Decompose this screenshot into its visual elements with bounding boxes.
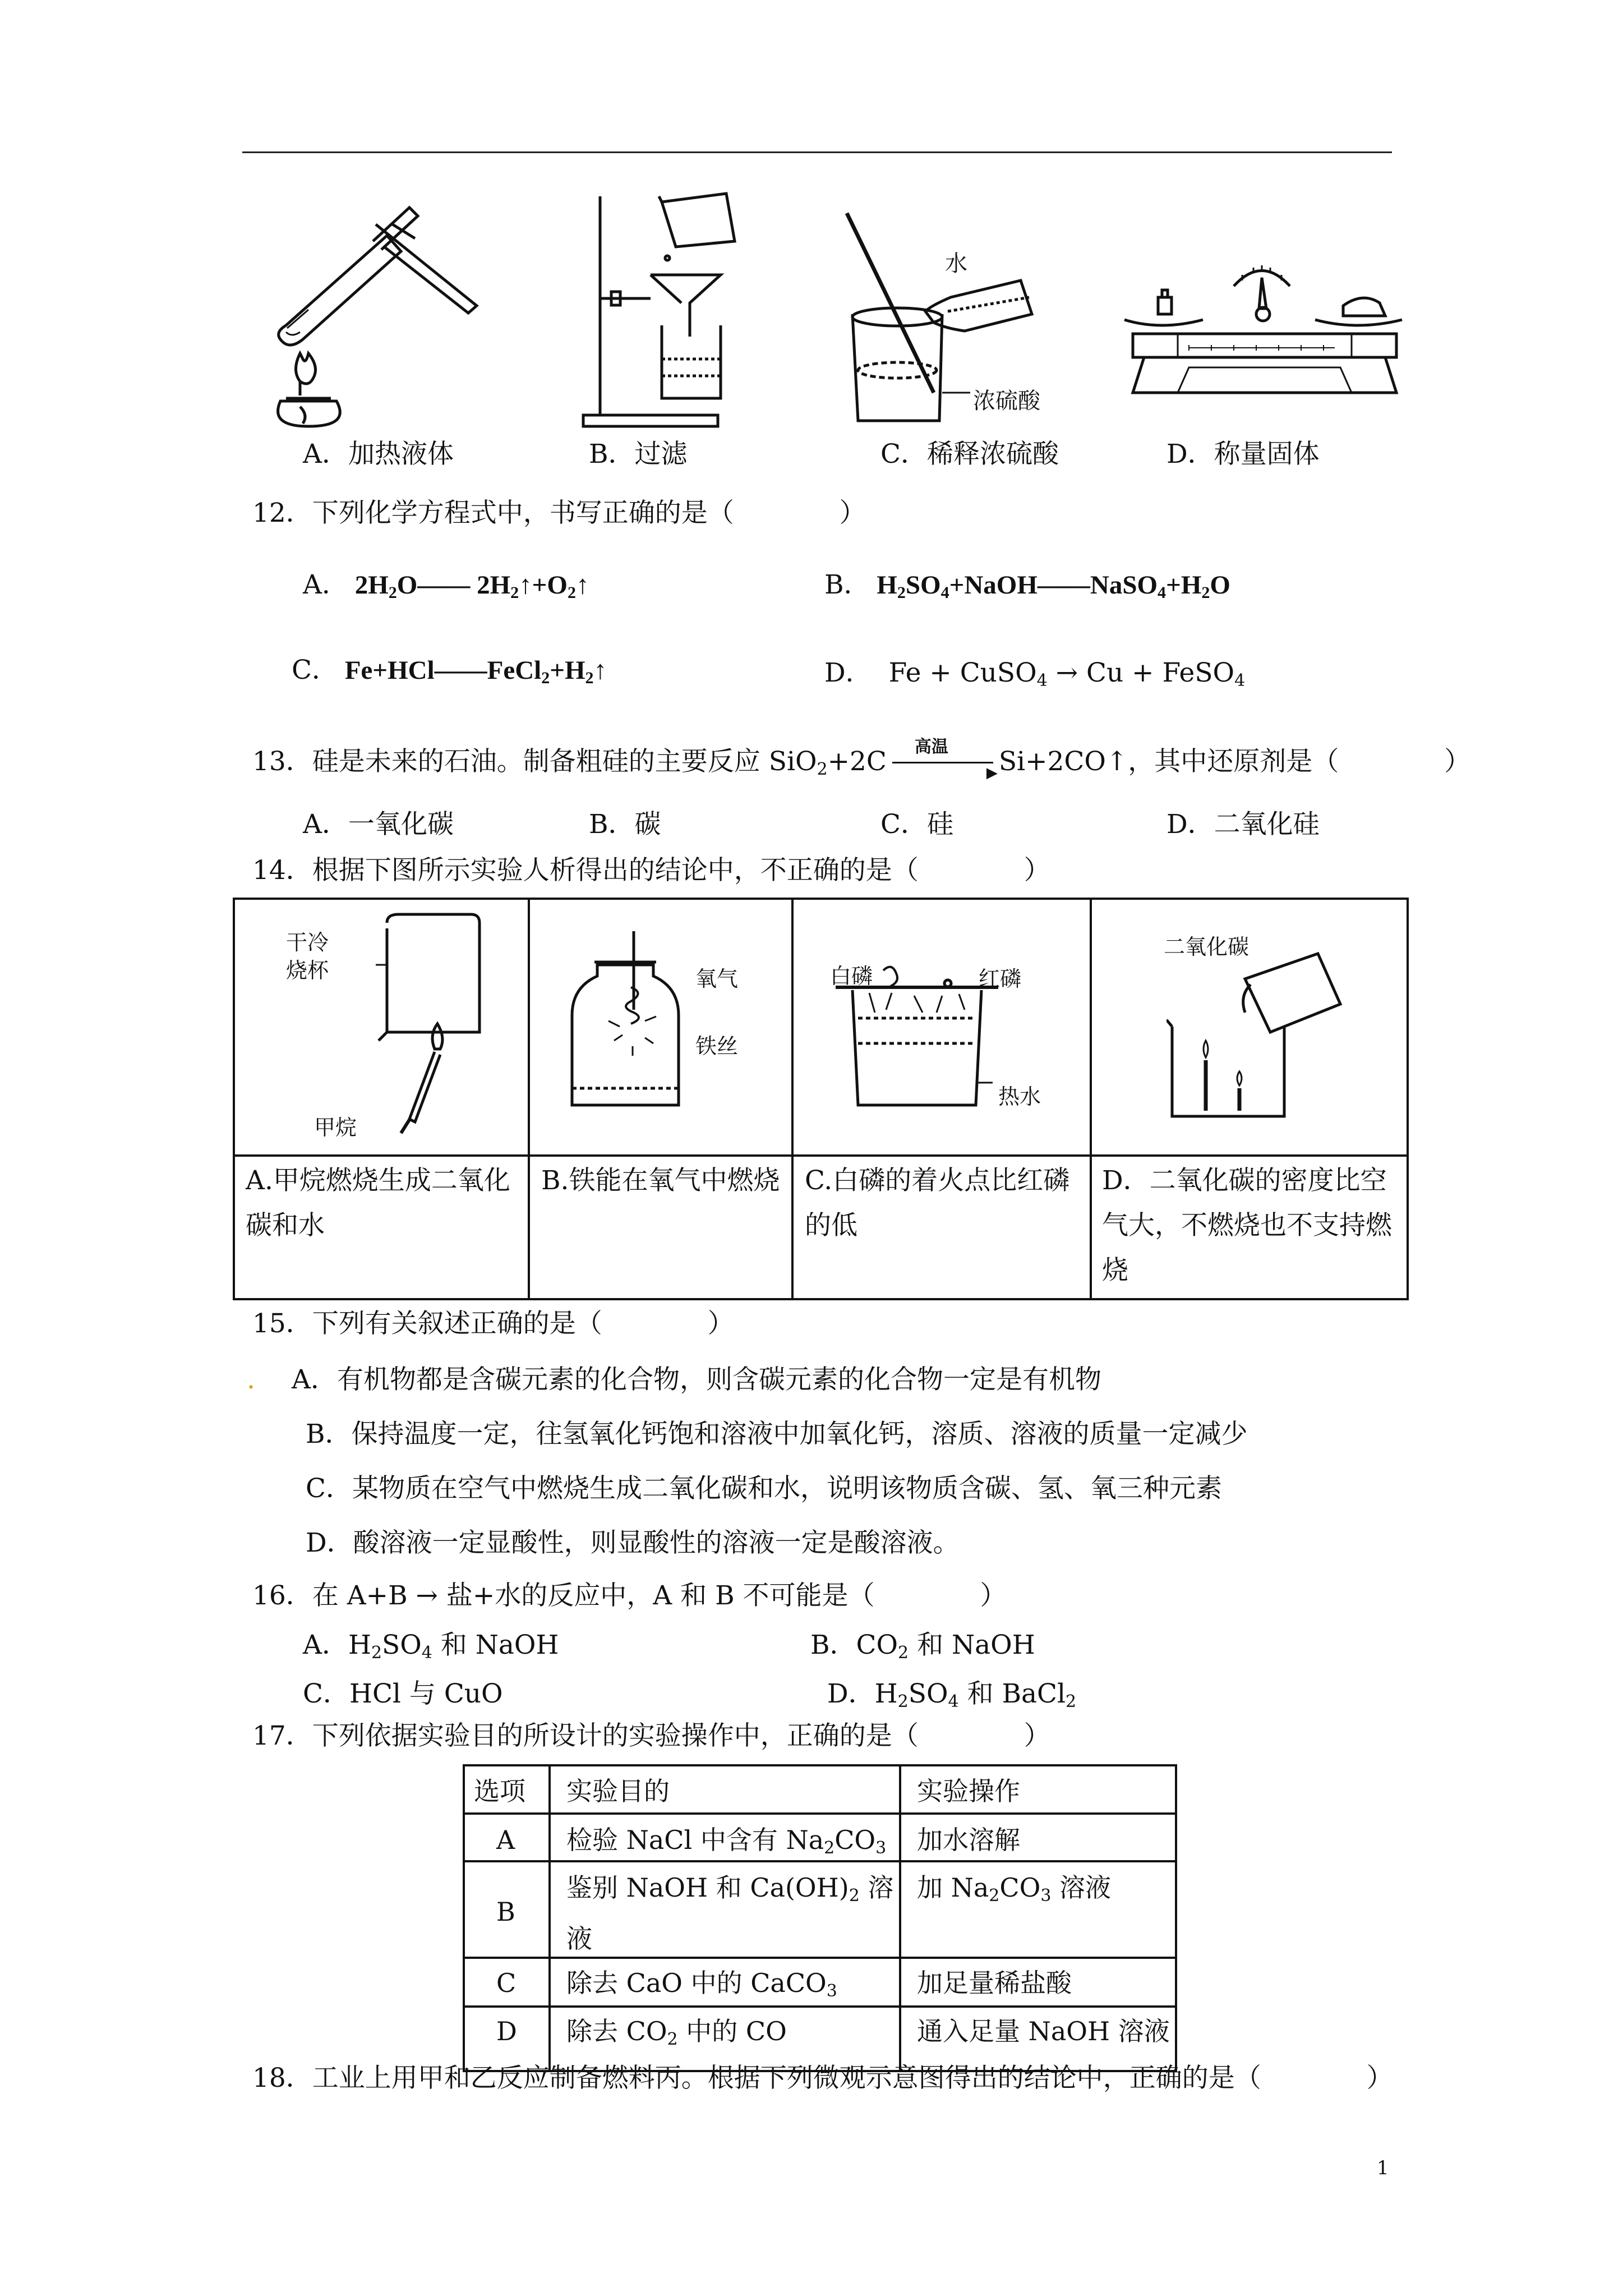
- q17-stem: 17．下列依据实验目的所设计的实验操作中，正确的是（ ）: [252, 1720, 1050, 1751]
- q13-stem: 13．硅是未来的石油。制备粗硅的主要反应 SiO$_2$+2C 高温 ▶ Si+2CO↑，其中还原剂是（ ）: [252, 745, 1470, 786]
- figure-heating-liquid: [247, 185, 482, 432]
- q17-header-option: 选项: [474, 1776, 525, 1806]
- q17-row-a-option: A: [496, 1825, 515, 1855]
- label-co2: 二氧化碳: [1164, 935, 1249, 959]
- label-oxygen: 氧气: [695, 967, 739, 991]
- q12-option-b: B． $H_2SO_4+NaOH——NaSO_4+H_2O$: [824, 569, 1230, 602]
- figure-balance: [1122, 255, 1413, 401]
- q17-row-c-goal: 除去 CaO 中的 CaCO$_3$: [566, 1968, 837, 2001]
- label-iron-wire: 铁丝: [695, 1034, 739, 1059]
- q17-header-operation: 实验操作: [917, 1776, 1020, 1806]
- q16-option-b: B．$CO_2$ 和 NaOH: [810, 1630, 1035, 1663]
- figure-filtration: [578, 191, 763, 432]
- q13-option-d: D．二氧化硅: [1166, 809, 1320, 840]
- figure-co2-candles: [1166, 948, 1352, 1133]
- decorative-dot: .: [247, 1364, 255, 1395]
- header-rule: [242, 151, 1392, 153]
- q17-row-b-option: B: [496, 1897, 515, 1927]
- q17-row-a-goal: 检验 NaCl 中含有 $Na_2CO_3$: [566, 1825, 887, 1858]
- q15-stem: 15．下列有关叙述正确的是（ ）: [252, 1308, 734, 1339]
- q11-option-c: C．稀释浓硫酸: [880, 439, 1059, 470]
- q17-row-d-operation: 通入足量 NaOH 溶液: [917, 2016, 1170, 2046]
- q14-conclusion-a: A.甲烷燃烧生成二氧化碳和水: [246, 1165, 510, 1241]
- q16-option-c: C．HCl 与 CuO: [303, 1678, 503, 1709]
- label-methane: 甲烷: [314, 1115, 357, 1140]
- q13-option-b: B．碳: [589, 809, 661, 840]
- q13-option-c: C．硅: [880, 809, 953, 840]
- q16-option-a: A．$H_2SO_4$ 和 NaOH: [303, 1630, 559, 1663]
- page-number: 1: [1377, 2157, 1389, 2179]
- q11-option-d: D．称量固体: [1166, 439, 1320, 470]
- q15-option-c: C．某物质在空气中燃烧生成二氧化碳和水，说明该物质含碳、氢、氧三种元素: [306, 1473, 1222, 1504]
- figure-iron-in-oxygen: [566, 926, 695, 1116]
- q11-option-a: A．加热液体: [303, 439, 454, 470]
- q11-option-b: B．过滤: [589, 439, 688, 470]
- q16-stem: 16．在 A+B → 盐+水的反应中，A 和 B 不可能是（ ）: [252, 1580, 1007, 1611]
- q18-stem: 18．工业上用甲和乙反应制备燃料丙。根据下列微观示意图得出的结论中，正确的是（ ）: [252, 2063, 1393, 2093]
- q15-option-a: A．有机物都是含碳元素的化合物，则含碳元素的化合物一定是有机物: [292, 1364, 1101, 1395]
- q17-row-a-operation: 加水溶解: [917, 1825, 1020, 1855]
- q12-option-a: A． $2H_2O——$ $2H_2↑+O_2↑$: [303, 569, 589, 602]
- label-hot-water: 热水: [998, 1084, 1041, 1109]
- figure-methane-burning: [376, 912, 544, 1136]
- q14-conclusion-c: C.白磷的着火点比红磷的低: [805, 1165, 1070, 1241]
- q12-option-d: D． Fe + CuSO$_4$ → Cu + FeSO$_4$: [824, 657, 1246, 691]
- label-water: 水: [945, 251, 967, 277]
- q14-conclusion-b: B.铁能在氧气中燃烧: [541, 1165, 780, 1196]
- q17-row-d-goal: 除去 $CO_2$ 中的 CO: [566, 2016, 787, 2049]
- q17-row-c-option: C: [496, 1968, 517, 1998]
- label-white-phosphorus: 白磷: [830, 964, 873, 988]
- q12-option-c: C． $Fe+HCl——FeCl_2+H_2↑$: [292, 655, 607, 687]
- q13-condition: 高温: [914, 737, 948, 757]
- label-red-phosphorus: 红磷: [979, 967, 1022, 991]
- q14-conclusion-d: D．二氧化碳的密度比空气大，不燃烧也不支持燃烧: [1102, 1165, 1392, 1286]
- q17-row-b-goal: 鉴别 NaOH 和 $Ca(OH)_2$ 溶液: [566, 1872, 894, 1954]
- q17-row-d-option: D: [496, 2016, 517, 2046]
- label-cold-beaker: 干冷烧杯: [286, 930, 329, 983]
- q16-option-d: D．$H_2SO_4$ 和 BaCl$_2$: [827, 1678, 1077, 1711]
- q15-option-d: D．酸溶液一定显酸性，则显酸性的溶液一定是酸溶液。: [306, 1527, 960, 1558]
- q17-row-c-operation: 加足量稀盐酸: [917, 1968, 1072, 1998]
- q14-stem: 14．根据下图所示实验人析得出的结论中，不正确的是（ ）: [252, 855, 1050, 886]
- q17-header-goal: 实验目的: [566, 1776, 670, 1806]
- label-concentrated-acid: 浓硫酸: [973, 388, 1040, 414]
- q12-stem: 12．下列化学方程式中，书写正确的是（ ）: [252, 498, 866, 528]
- q13-option-a: A．一氧化碳: [303, 809, 454, 840]
- q17-row-b-operation: 加 $Na_2CO_3$ 溶液: [917, 1872, 1112, 1906]
- q15-option-b: B．保持温度一定，往氢氧化钙饱和溶液中加氧化钙，溶质、溶液的质量一定减少: [306, 1419, 1248, 1450]
